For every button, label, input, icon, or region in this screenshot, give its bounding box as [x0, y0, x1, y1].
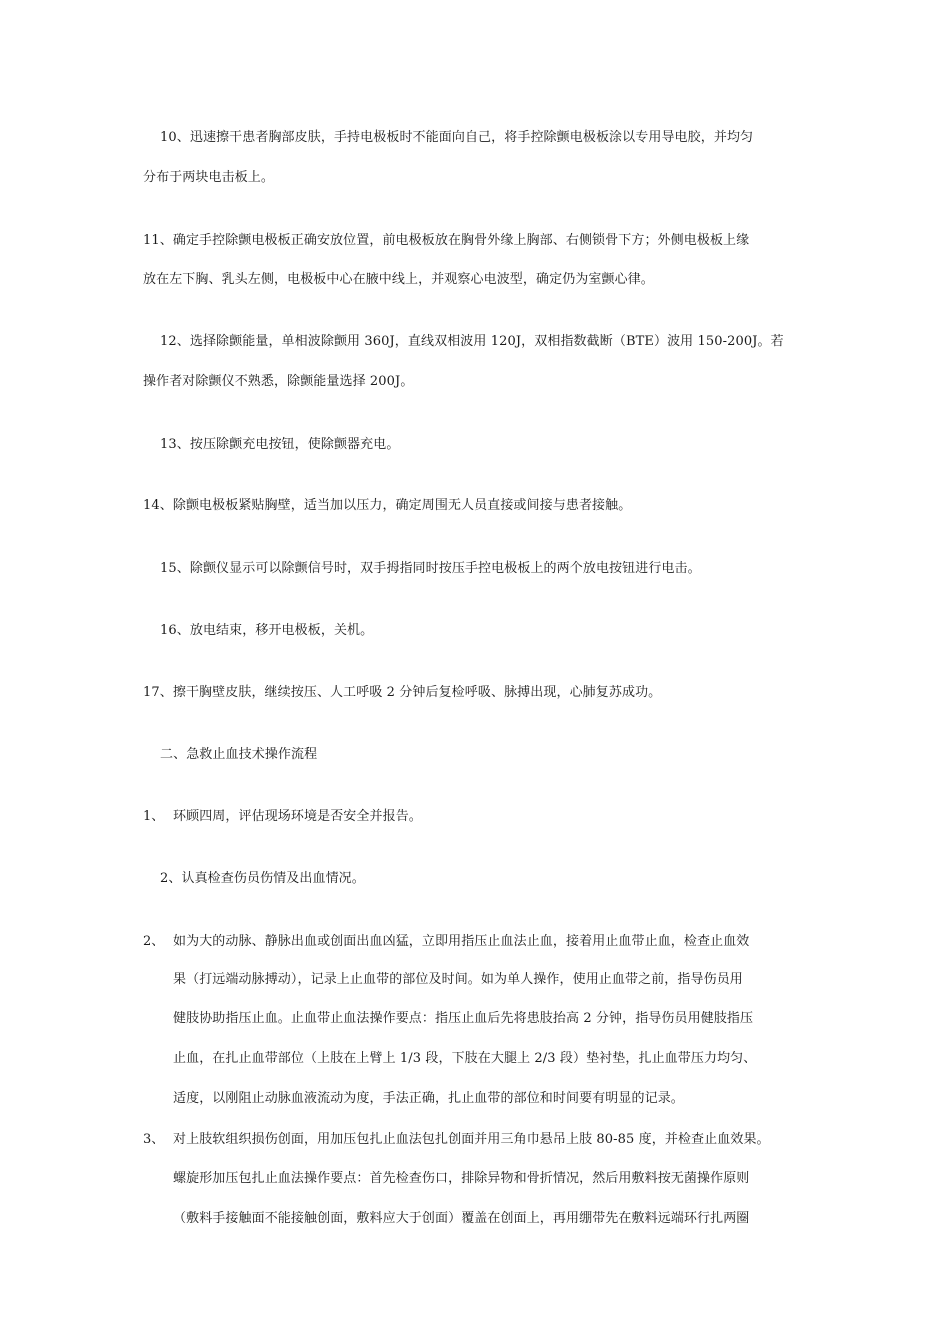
paragraph-10-line-1: 10、迅速擦干患者胸部皮肤，手持电极板时不能面向自己，将手控除颤电极板涂以专用导电胶，并均匀 [160, 130, 754, 145]
step-4-line-3: （敷料手接触面不能接触创面，敷料应大于创面）覆盖在创面上，再用绷带先在敷料远端环行扎两圈 [173, 1211, 750, 1226]
step-4-line-1: 对上肢软组织损伤创面，用加压包扎止血法包扎创面并用三角巾悬吊上肢 80-85 度，并检查止血效果。 [173, 1132, 770, 1147]
section-heading: 二、急救止血技术操作流程 [160, 747, 318, 762]
paragraph-12-line-2: 操作者对除颤仪不熟悉，除颤能量选择 200J。 [143, 374, 414, 389]
paragraph-12-line-1: 12、选择除颤能量，单相波除颤用 360J，直线双相波用 120J，双相指数截断（BTE）波用 150-200J。若 [160, 334, 784, 349]
step-4-line-2: 螺旋形加压包扎止血法操作要点：首先检查伤口，排除异物和骨折情况，然后用敷料按无菌操作原则 [173, 1171, 750, 1186]
paragraph-10-line-2: 分布于两块电击板上。 [143, 170, 275, 185]
paragraph-17: 17、擦干胸壁皮肤，继续按压、人工呼吸 2 分钟后复检呼吸、脉搏出现，心肺复苏成功。 [143, 685, 662, 700]
step-3-line-3: 健肢协助指压止血。止血带止血法操作要点：指压止血后先将患肢抬高 2 分钟，指导伤员用健肢指压 [173, 1011, 754, 1026]
paragraph-15: 15、除颤仪显示可以除颤信号时，双手拇指同时按压手控电极板上的两个放电按钮进行电击。 [160, 561, 701, 576]
step-4-number: 3、 [143, 1132, 165, 1147]
paragraph-16: 16、放电结束，移开电极板，关机。 [160, 623, 374, 638]
paragraph-11-line-2: 放在左下胸、乳头左侧，电极板中心在腋中线上，并观察心电波型，确定仍为室颤心律。 [143, 272, 654, 287]
step-1-text: 环顾四周，评估现场环境是否安全并报告。 [173, 809, 422, 824]
step-2-text: 2、认真检查伤员伤情及出血情况。 [160, 871, 365, 886]
step-3-line-5: 适度，以刚阻止动脉血液流动为度，手法正确，扎止血带的部位和时间要有明显的记录。 [173, 1091, 684, 1106]
step-3-line-4: 止血，在扎止血带部位（上肢在上臂上 1/3 段，下肢在大腿上 2/3 段）垫衬垫，扎止血带压力均匀、 [173, 1051, 757, 1066]
step-3-line-1: 如为大的动脉、静脉出血或创面出血凶猛，立即用指压止血法止血，接着用止血带止血，检查止血效 [173, 934, 750, 949]
step-1-number: 1、 [143, 809, 165, 824]
paragraph-11-line-1: 11、确定手控除颤电极板正确安放位置，前电极板放在胸骨外缘上胸部、右侧锁骨下方；外侧电极板上缘 [143, 233, 750, 248]
step-3-line-2: 果（打远端动脉搏动），记录上止血带的部位及时间。如为单人操作，使用止血带之前，指导伤员用 [173, 972, 743, 987]
step-3-number: 2、 [143, 934, 165, 949]
paragraph-14: 14、除颤电极板紧贴胸壁，适当加以压力，确定周围无人员直接或间接与患者接触。 [143, 498, 632, 513]
paragraph-13: 13、按压除颤充电按钮，使除颤器充电。 [160, 437, 400, 452]
